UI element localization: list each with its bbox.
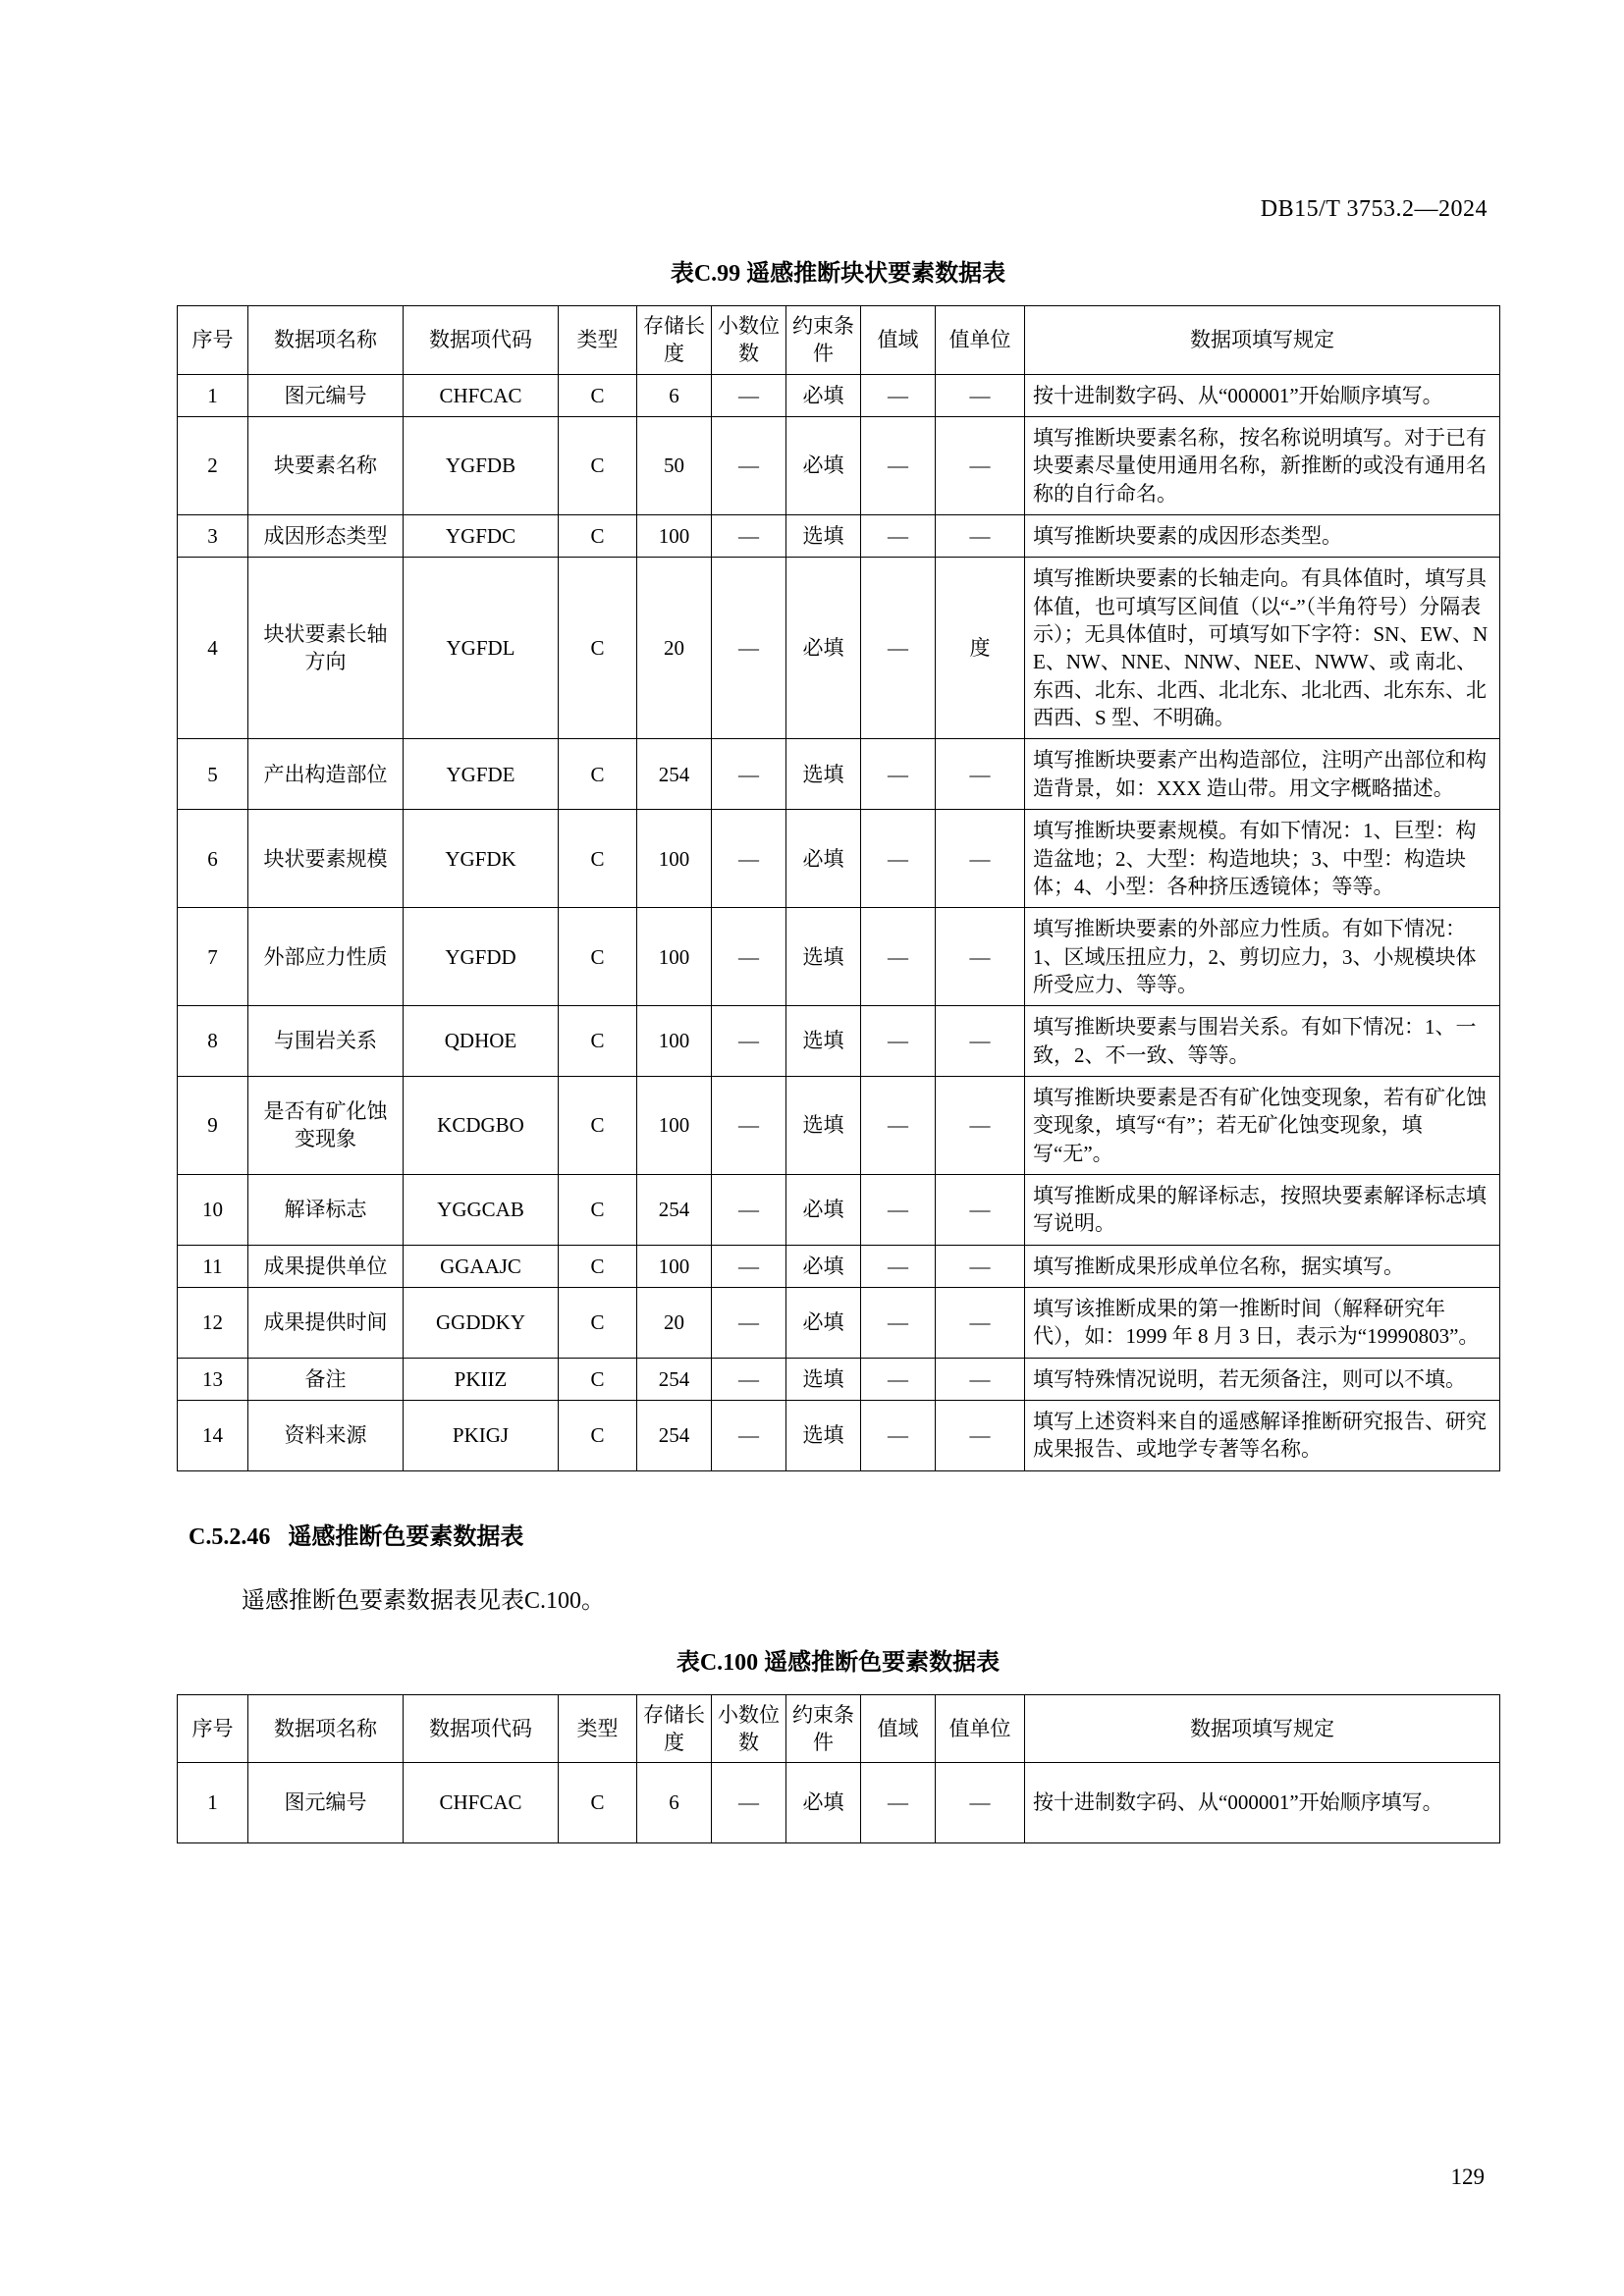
table-cell: 100 [637, 908, 712, 1006]
column-header: 序号 [178, 1694, 248, 1763]
table-cell: 度 [936, 558, 1025, 739]
column-header: 存储长度 [637, 306, 712, 375]
table-cell: — [712, 1006, 786, 1077]
table-cell: 254 [637, 1358, 712, 1400]
table-cell: — [712, 1358, 786, 1400]
column-header: 类型 [559, 306, 637, 375]
table-cell: — [936, 1174, 1025, 1245]
table-cell: 13 [178, 1358, 248, 1400]
section-paragraph: 遥感推断色要素数据表见表C.100。 [242, 1587, 606, 1614]
table-cell: 6 [637, 1763, 712, 1842]
table-cell: 成果提供时间 [248, 1287, 404, 1358]
table-cell-description: 填写上述资料来自的遥感解译推断研究报告、研究成果报告、或地学专著等名称。 [1025, 1401, 1500, 1471]
column-header: 数据项填写规定 [1025, 1694, 1500, 1763]
table-cell: — [861, 908, 936, 1006]
section-title: 遥感推断色要素数据表 [288, 1523, 524, 1550]
table-row [178, 515, 1500, 558]
table-cell: CHFCAC [404, 1763, 559, 1842]
table-cell: — [712, 515, 786, 558]
table-row [178, 558, 1500, 739]
table-cell: — [712, 1174, 786, 1245]
table-cell: — [936, 908, 1025, 1006]
table-cell: — [712, 417, 786, 515]
table-cell: 选填 [786, 1358, 861, 1400]
table-cell: C [559, 558, 637, 739]
table-cell: 1 [178, 374, 248, 416]
table-cell: — [861, 558, 936, 739]
table-cell: — [712, 810, 786, 908]
table-cell-description: 填写推断块要素规模。有如下情况：1、巨型：构造盆地；2、大型：构造地块；3、中型：构造块体；4、小型：各种挤压透镜体；等等。 [1025, 810, 1500, 908]
table-cell: C [559, 908, 637, 1006]
table-cell: 12 [178, 1287, 248, 1358]
section-number: C.5.2.46 [189, 1523, 271, 1550]
table-cell: 块状要素长轴方向 [248, 558, 404, 739]
table-cell: 50 [637, 417, 712, 515]
table-cell: C [559, 515, 637, 558]
column-header: 序号 [178, 306, 248, 375]
table-cell: GGAAJC [404, 1245, 559, 1287]
table-cell: — [861, 1174, 936, 1245]
table-cell: GGDDKY [404, 1287, 559, 1358]
table-cell: YGFDE [404, 739, 559, 810]
table-row [178, 1076, 1500, 1174]
table-cell: 5 [178, 739, 248, 810]
table-c100-caption: 表C.100 遥感推断色要素数据表 [676, 1649, 1001, 1676]
table-cell: — [861, 515, 936, 558]
table-cell-description: 按十进制数字码、从“000001”开始顺序填写。 [1025, 1763, 1500, 1842]
column-header: 数据项名称 [248, 306, 404, 375]
table-cell-description: 填写推断块要素的外部应力性质。有如下情况：1、区域压扭应力，2、剪切应力，3、小规模块体所受应力、等等。 [1025, 908, 1500, 1006]
table-cell: — [861, 417, 936, 515]
table-cell: 20 [637, 1287, 712, 1358]
table-cell: — [936, 1006, 1025, 1077]
table-cell: C [559, 1174, 637, 1245]
column-header: 值域 [861, 306, 936, 375]
table-row [178, 1401, 1500, 1471]
column-header: 小数位数 [712, 306, 786, 375]
table-c99 [177, 305, 1500, 1471]
table-cell: C [559, 1076, 637, 1174]
table-row [178, 1006, 1500, 1077]
column-header: 值单位 [936, 1694, 1025, 1763]
table-cell: — [936, 1763, 1025, 1842]
table-cell: 100 [637, 1245, 712, 1287]
table-cell: C [559, 417, 637, 515]
table-cell: 100 [637, 810, 712, 908]
table-cell: 选填 [786, 515, 861, 558]
table-c100 [177, 1694, 1500, 1843]
table-cell: C [559, 1763, 637, 1842]
table-cell: 2 [178, 417, 248, 515]
table-cell: 11 [178, 1245, 248, 1287]
table-cell: 4 [178, 558, 248, 739]
table-cell: 选填 [786, 908, 861, 1006]
table-cell: — [712, 1245, 786, 1287]
table-cell: — [936, 1245, 1025, 1287]
page-content [177, 253, 1499, 1843]
table-cell: 7 [178, 908, 248, 1006]
table-cell: — [861, 1006, 936, 1077]
table-cell: — [936, 515, 1025, 558]
table-cell-description: 填写推断块要素的成因形态类型。 [1025, 515, 1500, 558]
table-cell: YGGCAB [404, 1174, 559, 1245]
table-cell-description: 填写推断块要素与围岩关系。有如下情况：1、一致，2、不一致、等等。 [1025, 1006, 1500, 1077]
column-header: 约束条件 [786, 306, 861, 375]
table-cell: — [936, 1287, 1025, 1358]
table-cell: — [936, 1076, 1025, 1174]
table-cell: YGFDC [404, 515, 559, 558]
table-cell: 选填 [786, 1006, 861, 1077]
column-header: 数据项代码 [404, 1694, 559, 1763]
column-header: 类型 [559, 1694, 637, 1763]
table-cell: 资料来源 [248, 1401, 404, 1471]
table-cell: 与围岩关系 [248, 1006, 404, 1077]
table-cell: 100 [637, 1006, 712, 1077]
table-row [178, 1174, 1500, 1245]
table-cell: — [712, 1401, 786, 1471]
table-cell: — [861, 1287, 936, 1358]
table-cell: PKIGJ [404, 1401, 559, 1471]
table-cell: 14 [178, 1401, 248, 1471]
table-cell: 20 [637, 558, 712, 739]
table-cell: 成果提供单位 [248, 1245, 404, 1287]
table-cell: 必填 [786, 810, 861, 908]
table-cell: 是否有矿化蚀变现象 [248, 1076, 404, 1174]
table-cell: QDHOE [404, 1006, 559, 1077]
table-cell: C [559, 374, 637, 416]
table-row [178, 1763, 1500, 1842]
document-number: DB15/T 3753.2—2024 [1260, 196, 1488, 222]
table-cell: YGFDL [404, 558, 559, 739]
section-heading [189, 1517, 1499, 1551]
table-cell: 图元编号 [248, 374, 404, 416]
table-cell: 必填 [786, 1763, 861, 1842]
table-cell: 254 [637, 1174, 712, 1245]
table-cell: 必填 [786, 417, 861, 515]
table-cell-description: 填写特殊情况说明，若无须备注，则可以不填。 [1025, 1358, 1500, 1400]
table-row [178, 810, 1500, 908]
table-cell: — [861, 1358, 936, 1400]
table-row [178, 739, 1500, 810]
table-cell-description: 填写推断块要素产出构造部位，注明产出部位和构造背景，如：XXX 造山带。用文字概略描述。 [1025, 739, 1500, 810]
table-cell: 块要素名称 [248, 417, 404, 515]
table-cell: — [861, 1076, 936, 1174]
table-cell: KCDGBO [404, 1076, 559, 1174]
table-cell: — [936, 739, 1025, 810]
table-row [178, 1245, 1500, 1287]
table-cell-description: 填写推断块要素名称，按名称说明填写。对于已有块要素尽量使用通用名称，新推断的或没有通用名称的自行命名。 [1025, 417, 1500, 515]
table-cell: YGFDK [404, 810, 559, 908]
column-header: 小数位数 [712, 1694, 786, 1763]
table-cell: C [559, 1358, 637, 1400]
table-cell: — [861, 1245, 936, 1287]
table-cell: C [559, 1006, 637, 1077]
table-cell: 图元编号 [248, 1763, 404, 1842]
table-header-row [178, 1694, 1500, 1763]
column-header: 数据项代码 [404, 306, 559, 375]
table-cell-description: 填写推断块要素的长轴走向。有具体值时，填写具体值，也可填写区间值（以“-”（半角符号）分隔表示）；无具体值时，可填写如下字符：SN、EW、NE、NW、NNE、NNW、NEE、NWW、或 南北、东西、北东、北西、北北东、北北西、北东东、北西西、S 型、不明确。 [1025, 558, 1500, 739]
table-cell: — [712, 908, 786, 1006]
table-row [178, 1358, 1500, 1400]
table-cell: — [936, 810, 1025, 908]
table-cell: 254 [637, 739, 712, 810]
table-cell: — [712, 558, 786, 739]
table-cell: — [936, 374, 1025, 416]
table-cell: 100 [637, 515, 712, 558]
table-c99-caption: 表C.99 遥感推断块状要素数据表 [670, 261, 1006, 287]
table-cell: C [559, 1245, 637, 1287]
table-cell: 6 [178, 810, 248, 908]
table-cell: 必填 [786, 374, 861, 416]
table-cell: — [936, 417, 1025, 515]
column-header: 约束条件 [786, 1694, 861, 1763]
table-row [178, 417, 1500, 515]
table-cell: — [712, 1763, 786, 1842]
table-cell: — [861, 739, 936, 810]
table-cell: 选填 [786, 1076, 861, 1174]
table-cell: C [559, 1287, 637, 1358]
table-cell-description: 填写推断成果形成单位名称，据实填写。 [1025, 1245, 1500, 1287]
table-cell: — [936, 1401, 1025, 1471]
table-cell: 9 [178, 1076, 248, 1174]
table-cell: — [861, 1401, 936, 1471]
table-cell: 3 [178, 515, 248, 558]
table-cell: C [559, 1401, 637, 1471]
table-cell: 解译标志 [248, 1174, 404, 1245]
page-number: 129 [1450, 2164, 1485, 2189]
table-cell: — [861, 1763, 936, 1842]
table-cell: 1 [178, 1763, 248, 1842]
table-cell: 成因形态类型 [248, 515, 404, 558]
table-cell: 6 [637, 374, 712, 416]
table-cell: — [712, 1287, 786, 1358]
table-cell: — [861, 374, 936, 416]
table-cell: — [712, 739, 786, 810]
table-cell: 254 [637, 1401, 712, 1471]
table-cell: 100 [637, 1076, 712, 1174]
table-cell: 产出构造部位 [248, 739, 404, 810]
table-cell: C [559, 739, 637, 810]
table-cell: 10 [178, 1174, 248, 1245]
table-cell: YGFDD [404, 908, 559, 1006]
table-header-row [178, 306, 1500, 375]
table-cell: — [712, 374, 786, 416]
table-row [178, 1287, 1500, 1358]
table-cell-description: 填写推断块要素是否有矿化蚀变现象，若有矿化蚀变现象，填写“有”；若无矿化蚀变现象，填写“无”。 [1025, 1076, 1500, 1174]
table-cell-description: 填写推断成果的解译标志，按照块要素解译标志填写说明。 [1025, 1174, 1500, 1245]
table-cell: C [559, 810, 637, 908]
table-cell: PKIIZ [404, 1358, 559, 1400]
table-cell: 选填 [786, 739, 861, 810]
table-cell: CHFCAC [404, 374, 559, 416]
table-cell: 必填 [786, 1174, 861, 1245]
table-cell: 备注 [248, 1358, 404, 1400]
column-header: 值单位 [936, 306, 1025, 375]
table-cell: 外部应力性质 [248, 908, 404, 1006]
table-row [178, 374, 1500, 416]
table-cell: 选填 [786, 1401, 861, 1471]
table-row [178, 908, 1500, 1006]
table-cell: 块状要素规模 [248, 810, 404, 908]
table-cell: 必填 [786, 558, 861, 739]
table-cell: — [861, 810, 936, 908]
column-header: 存储长度 [637, 1694, 712, 1763]
table-cell-description: 填写该推断成果的第一推断时间（解释研究年代），如：1999 年 8 月 3 日，表示为“19990803”。 [1025, 1287, 1500, 1358]
table-cell: YGFDB [404, 417, 559, 515]
table-cell: — [936, 1358, 1025, 1400]
table-cell: 8 [178, 1006, 248, 1077]
column-header: 数据项填写规定 [1025, 306, 1500, 375]
column-header: 数据项名称 [248, 1694, 404, 1763]
table-cell: 必填 [786, 1245, 861, 1287]
table-cell: 必填 [786, 1287, 861, 1358]
column-header: 值域 [861, 1694, 936, 1763]
table-cell-description: 按十进制数字码、从“000001”开始顺序填写。 [1025, 374, 1500, 416]
table-cell: — [712, 1076, 786, 1174]
